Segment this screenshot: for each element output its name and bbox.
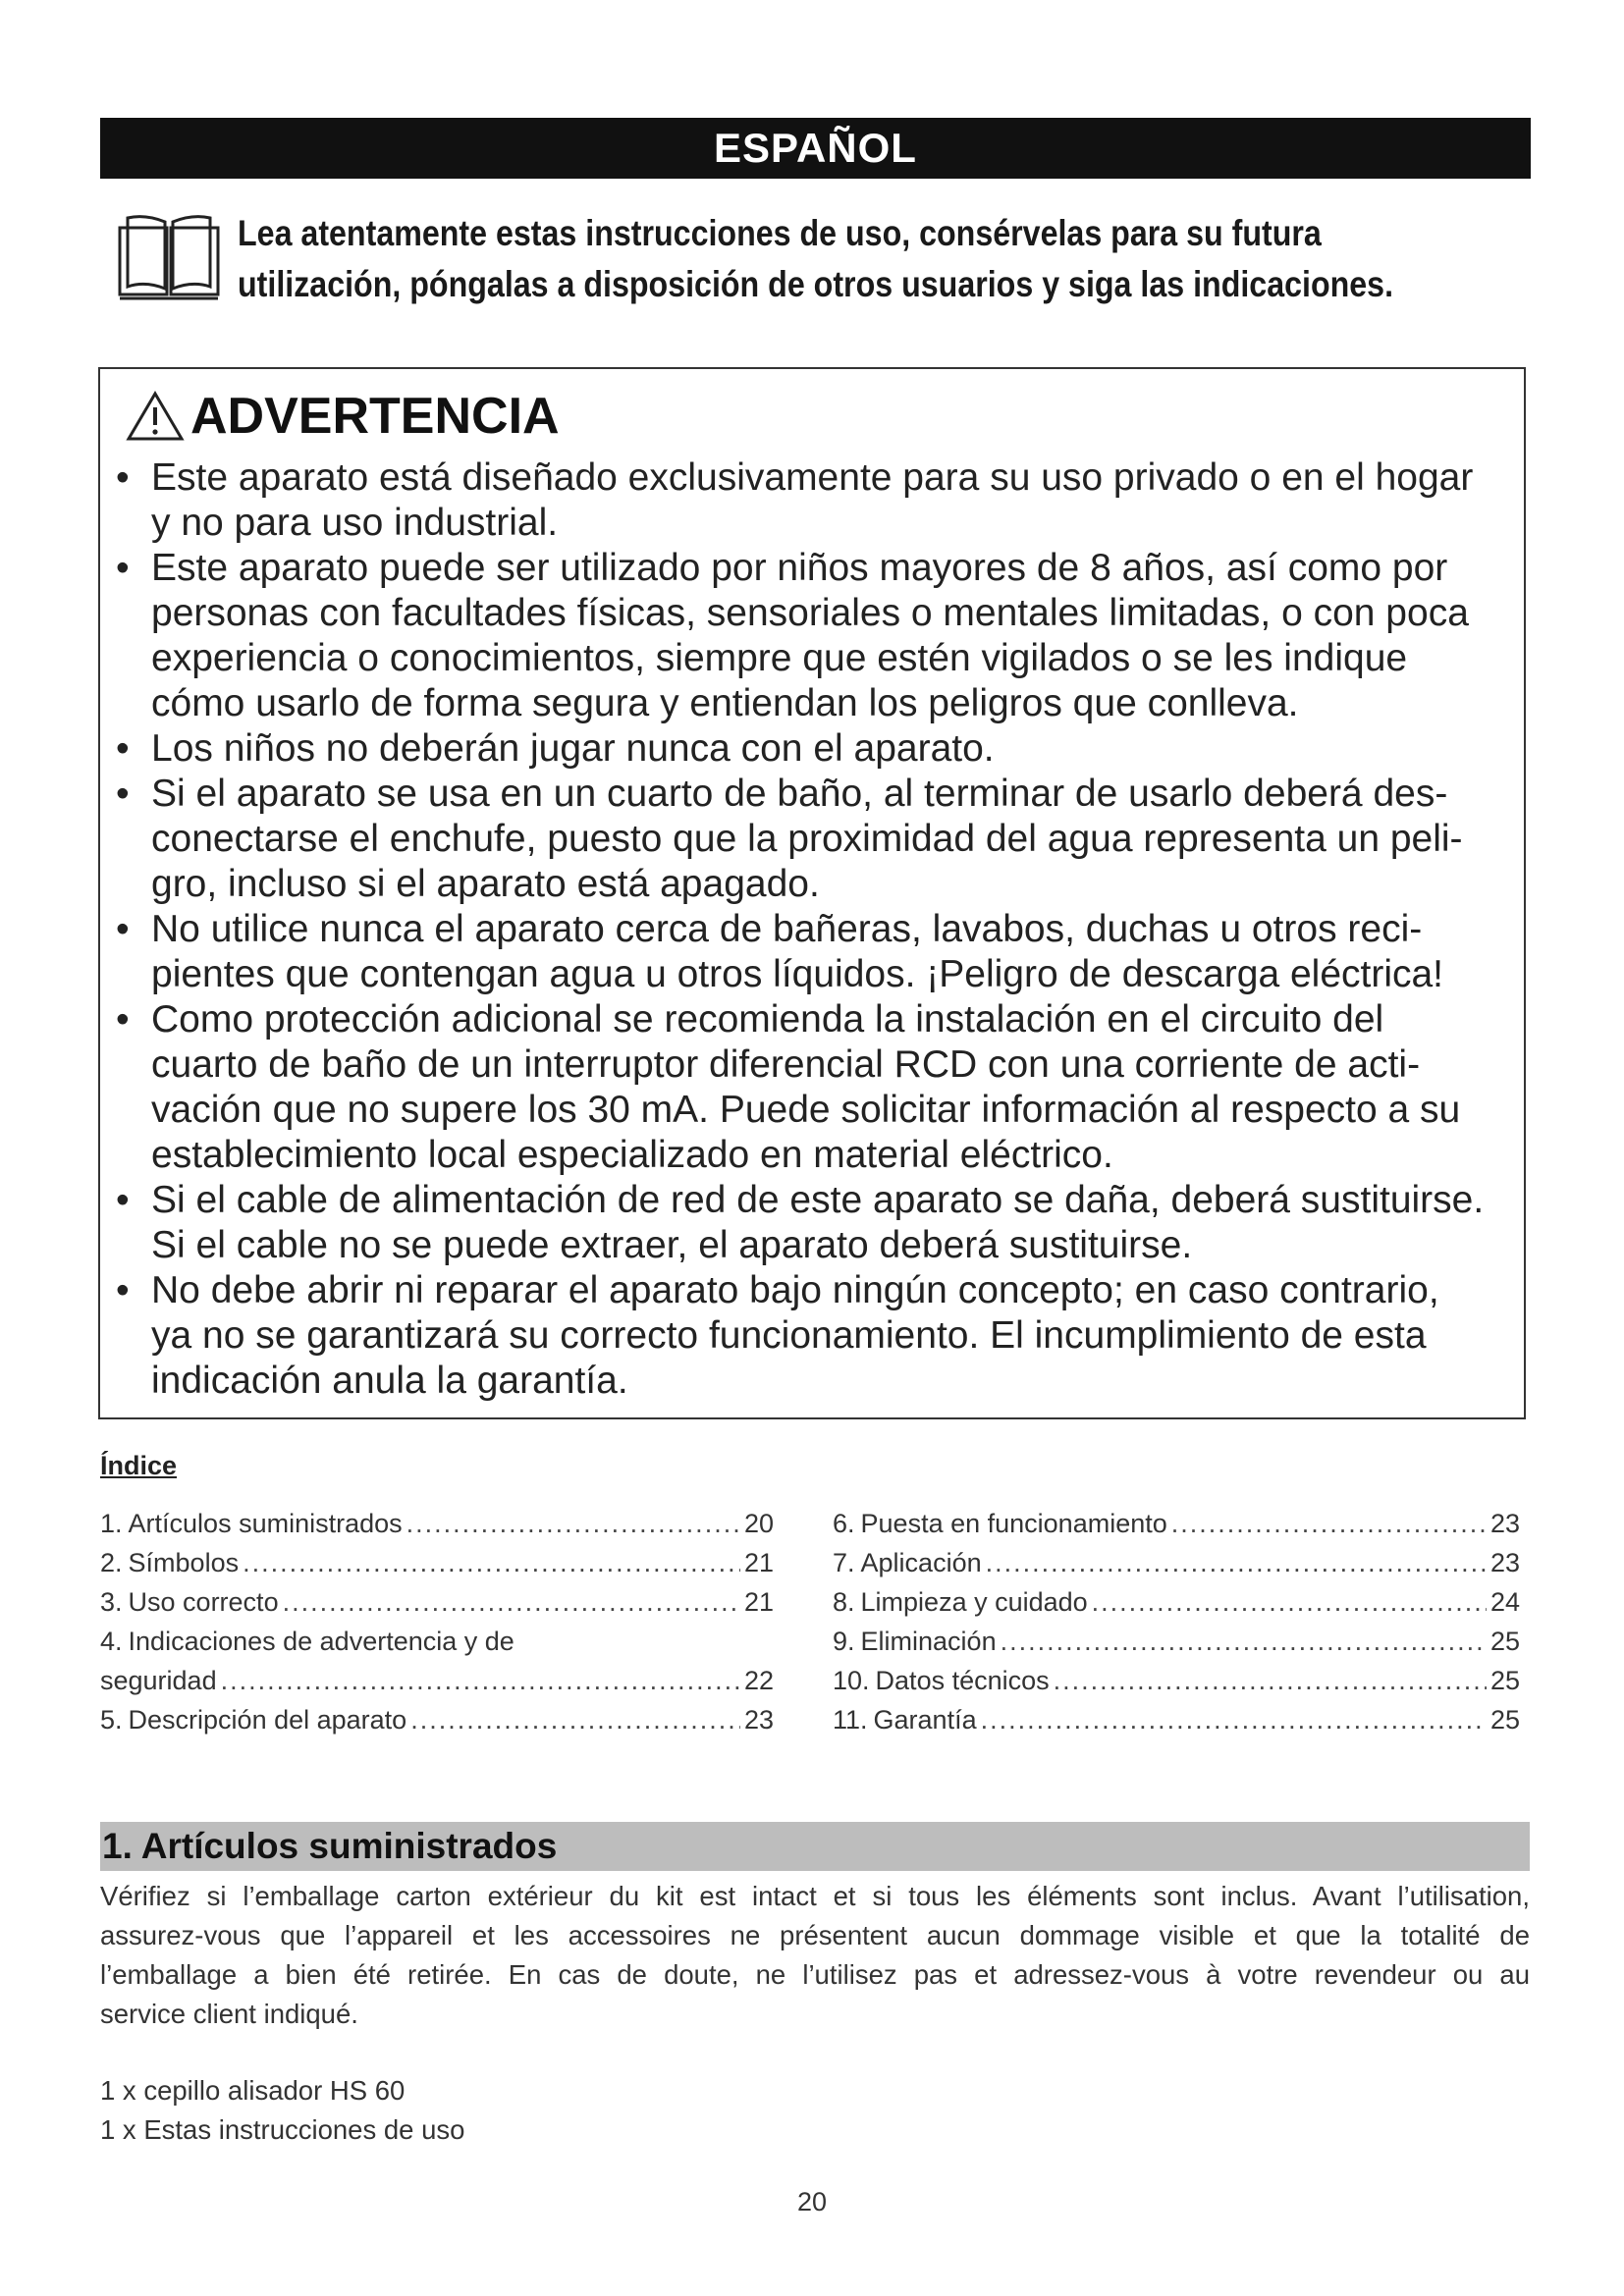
toc-page: 25 xyxy=(1489,1666,1520,1695)
intro-text xyxy=(238,208,1528,310)
toc-number: 8. xyxy=(833,1587,855,1617)
toc-page: 20 xyxy=(743,1509,774,1538)
warning-item-line: Los niños no deberán jugar nunca con el aparato. xyxy=(151,727,995,770)
toc-page: 23 xyxy=(1489,1509,1520,1538)
toc-entry xyxy=(833,1661,1520,1700)
toc-entry xyxy=(833,1582,1520,1622)
warning-item-line: y no para uso industrial. xyxy=(151,502,559,544)
toc-label: Limpieza y cuidado xyxy=(860,1587,1088,1617)
warning-item-line: No utilice nunca el aparato cerca de bañeras, lavabos, duchas u otros reci- xyxy=(151,908,1423,950)
warning-item xyxy=(114,907,1518,997)
warning-item-line: indicación anula la garantía. xyxy=(151,1360,628,1402)
toc-number: 10. xyxy=(833,1666,870,1695)
toc-label: Símbolos xyxy=(128,1548,240,1577)
toc-leader-dots xyxy=(1092,1582,1487,1622)
toc-entry xyxy=(833,1504,1520,1543)
toc-leader-dots xyxy=(1054,1661,1487,1700)
warning-item xyxy=(114,455,1518,546)
toc-label: Artículos suministrados xyxy=(128,1509,403,1538)
warning-item-line: ya no se garantizará su correcto funcionamiento. El incumplimiento de esta xyxy=(151,1314,1427,1357)
supplied-items-list xyxy=(100,2071,464,2150)
toc-page: 22 xyxy=(743,1666,774,1695)
bullet-icon: • xyxy=(116,547,130,589)
toc-page: 23 xyxy=(743,1705,774,1735)
index-title: Índice xyxy=(100,1451,178,1480)
toc-leader-dots xyxy=(986,1543,1487,1582)
toc-entry xyxy=(833,1700,1520,1739)
toc-label: Uso correcto xyxy=(128,1587,279,1617)
warning-item xyxy=(114,726,1518,772)
section-heading: 1. Artículos suministrados xyxy=(100,1822,1530,1871)
toc-leader-dots xyxy=(1171,1504,1487,1543)
warning-item-line: establecimiento local especializado en material eléctrico. xyxy=(151,1134,1113,1176)
toc-number: 3. xyxy=(100,1587,123,1617)
toc-leader-dots xyxy=(221,1661,740,1700)
toc-entry xyxy=(100,1661,774,1700)
book-icon xyxy=(116,214,222,304)
bullet-icon: • xyxy=(116,908,130,950)
paragraph-line: l’emballage a bien été retirée. En cas de doute, ne l’utilisez pas et adressez-vous à votre revendeur ou au xyxy=(100,1959,1530,1990)
warning-item-line: vación que no supere los 30 mA. Puede solicitar información al respecto a su xyxy=(151,1089,1461,1131)
page-number: 20 xyxy=(796,2187,828,2216)
warning-item xyxy=(114,1178,1518,1268)
warning-item xyxy=(114,997,1518,1178)
toc-leader-dots xyxy=(283,1582,740,1622)
toc-entry xyxy=(833,1622,1520,1661)
section-paragraph xyxy=(100,1877,1530,2034)
warning-triangle-icon xyxy=(126,390,185,443)
toc-page: 21 xyxy=(743,1548,774,1577)
toc-entry xyxy=(833,1543,1520,1582)
warning-box xyxy=(98,367,1526,1419)
warning-item-line: Si el aparato se usa en un cuarto de baño, al terminar de usarlo deberá des- xyxy=(151,773,1448,815)
warning-item-line: No debe abrir ni reparar el aparato bajo ningún concepto; en caso contrario, xyxy=(151,1269,1439,1311)
toc-number: 6. xyxy=(833,1509,855,1538)
bullet-icon: • xyxy=(116,1269,130,1311)
toc-leader-dots xyxy=(1001,1622,1487,1661)
toc-label: Garantía xyxy=(873,1705,977,1735)
bullet-icon: • xyxy=(116,773,130,815)
warning-item-line: cómo usarlo de forma segura y entiendan los peligros que conlleva. xyxy=(151,682,1299,724)
warning-item-line: gro, incluso si el aparato está apagado. xyxy=(151,863,820,905)
warning-item-line: Si el cable de alimentación de red de este aparato se daña, deberá sustituirse. xyxy=(151,1179,1485,1221)
toc-page: 25 xyxy=(1489,1627,1520,1656)
warning-item-line: experiencia o conocimientos, siempre que estén vigilados o se les indique xyxy=(151,637,1408,679)
toc-label: Indicaciones de advertencia y de xyxy=(128,1627,514,1656)
supplied-item: 1 x Estas instrucciones de uso xyxy=(100,2114,465,2145)
warning-item-line: pientes que contengan agua u otros líquidos. ¡Peligro de descarga eléctrica! xyxy=(151,953,1444,995)
bullet-icon: • xyxy=(116,727,130,770)
warning-item-line: Este aparato está diseñado exclusivamente para su uso privado o en el hogar xyxy=(151,456,1474,499)
toc-number: 4. xyxy=(100,1627,123,1656)
toc-left-column xyxy=(100,1504,774,1739)
toc-leader-dots xyxy=(243,1543,740,1582)
warning-item-line: Este aparato puede ser utilizado por niños mayores de 8 años, así como por xyxy=(151,547,1448,589)
toc-number: 1. xyxy=(100,1509,123,1538)
bullet-icon: • xyxy=(116,456,130,499)
toc-right-column xyxy=(833,1504,1520,1739)
paragraph-line: assurez-vous que l’appareil et les accessoires ne présentent aucun dommage visible et que la totalité de xyxy=(100,1920,1530,1950)
toc-number: 9. xyxy=(833,1627,855,1656)
warning-item xyxy=(114,1268,1518,1404)
warning-item-line: Si el cable no se puede extraer, el aparato deberá sustituirse. xyxy=(151,1224,1193,1266)
paragraph-line: Vérifiez si l’emballage carton extérieur du kit est intact et si tous les éléments sont inclus. Avant l’utilisation, xyxy=(100,1881,1530,1911)
toc-entry xyxy=(100,1504,774,1543)
toc-leader-dots xyxy=(981,1700,1487,1739)
supplied-item: 1 x cepillo alisador HS 60 xyxy=(100,2075,406,2106)
language-header: ESPAÑOL xyxy=(100,118,1531,179)
toc-number: 7. xyxy=(833,1548,855,1577)
warning-title xyxy=(126,387,560,446)
warning-item xyxy=(114,772,1518,907)
toc-page: 24 xyxy=(1489,1587,1520,1617)
toc-leader-dots xyxy=(410,1700,740,1739)
intro-line: utilización, póngalas a disposición de otros usuarios y siga las indicaciones. xyxy=(238,264,1394,304)
toc-label: Aplicación xyxy=(860,1548,982,1577)
warning-item-line: conectarse el enchufe, puesto que la proximidad del agua representa un peli- xyxy=(151,818,1463,860)
toc-number: 2. xyxy=(100,1548,123,1577)
toc-number: 11. xyxy=(833,1705,868,1735)
warning-title-text: ADVERTENCIA xyxy=(190,388,560,445)
toc-page: 21 xyxy=(743,1587,774,1617)
warning-item xyxy=(114,546,1518,726)
warning-item-line: Como protección adicional se recomienda la instalación en el circuito del xyxy=(151,998,1384,1041)
toc-label: Datos técnicos xyxy=(875,1666,1050,1695)
paragraph-line: service client indiqué. xyxy=(100,1999,358,2029)
bullet-icon: • xyxy=(116,1179,130,1221)
toc-label: Eliminación xyxy=(860,1627,997,1656)
toc-page: 25 xyxy=(1489,1705,1520,1735)
warning-list xyxy=(114,455,1518,1404)
intro-notice xyxy=(116,208,1530,316)
toc-entry xyxy=(100,1543,774,1582)
toc-label: Puesta en funcionamiento xyxy=(860,1509,1167,1538)
toc-number: 5. xyxy=(100,1705,123,1735)
toc-leader-dots xyxy=(406,1504,740,1543)
toc-entry xyxy=(100,1582,774,1622)
toc-entry xyxy=(100,1622,774,1661)
toc-entry xyxy=(100,1700,774,1739)
warning-item-line: personas con facultades físicas, sensoriales o mentales limitadas, o con poca xyxy=(151,592,1469,634)
intro-line: Lea atentamente estas instrucciones de uso, consérvelas para su futura xyxy=(238,213,1322,253)
bullet-icon: • xyxy=(116,998,130,1041)
toc-label: seguridad xyxy=(100,1666,217,1695)
warning-item-line: cuarto de baño de un interruptor diferencial RCD con una corriente de acti- xyxy=(151,1043,1421,1086)
toc-label: Descripción del aparato xyxy=(128,1705,407,1735)
toc-page: 23 xyxy=(1489,1548,1520,1577)
